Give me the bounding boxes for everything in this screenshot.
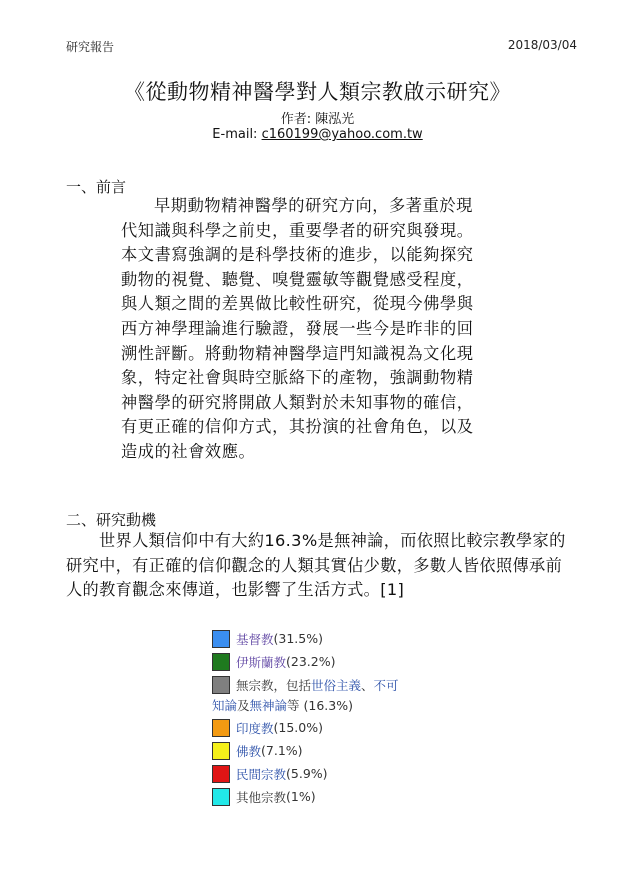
legend-link-agnosticism[interactable]: 不可 — [373, 677, 399, 693]
legend-percent: 等 (16.3%) — [287, 698, 353, 713]
legend-percent: (31.5%) — [273, 631, 323, 646]
legend-percent: (7.1%) — [261, 743, 303, 758]
author-line: 作者: 陳泓光 — [280, 112, 355, 127]
header-date: 2018/03/04 — [507, 38, 577, 52]
email-label: E-mail: — [212, 127, 262, 142]
legend-label: 無宗教，包括 — [236, 677, 312, 693]
legend-label-link[interactable]: 印度教 — [236, 720, 274, 736]
legend-percent: (1%) — [286, 789, 316, 804]
legend-item — [212, 627, 432, 650]
legend-link-atheism[interactable]: 無神論 — [249, 698, 288, 713]
legend-label-link[interactable]: 民間宗教 — [236, 766, 287, 782]
header-left: 研究報告 — [66, 40, 115, 54]
legend-item — [212, 716, 432, 739]
legend-swatch — [212, 719, 230, 737]
legend-item — [212, 673, 432, 696]
legend-swatch — [212, 630, 230, 648]
legend-item-continuation — [212, 696, 432, 716]
legend-separator: 、 — [361, 677, 374, 693]
legend-item — [212, 762, 432, 785]
legend-swatch — [212, 788, 230, 806]
legend-conjunction: 及 — [237, 698, 250, 713]
legend-label-link[interactable]: 伊斯蘭教 — [236, 654, 287, 670]
document-title: 《從動物精神醫學對人類宗教啟示研究》 — [124, 80, 511, 104]
legend-swatch — [212, 676, 230, 694]
legend-label: 其他宗教 — [236, 789, 287, 805]
email-link[interactable]: c160199@yahoo.com.tw — [261, 127, 423, 142]
legend-link-agnosticism-cont[interactable]: 知論 — [212, 698, 238, 713]
legend-label-link[interactable]: 基督教 — [236, 631, 274, 647]
section-heading-motivation: 二、研究動機 — [66, 511, 157, 529]
intro-paragraph: 早期動物精神醫學的研究方向，多著重於現代知識與科學之前史，重要學者的研究與發現。本文書寫強調的是科學技術的進步，以能夠探究動物的視覺、聽覺、嗅覺靈敏等觀覺感受程度，與人類之間的差異做比較性研究，從現今佛學與西方神學理論進行驗證，發展一些今是昨非的回溯性評斷。將動物精神醫學這門知識視為文化現象，特定社會與時空脈絡下的產物，強調動物精神醫學的研究將開啟人類對於未知事物的確信，有更正確的信仰方式，其扮演的社會角色，以及造成的社會效應。 — [121, 196, 474, 461]
religion-legend — [212, 627, 432, 808]
legend-item — [212, 739, 432, 762]
legend-label-link[interactable]: 佛教 — [236, 743, 262, 759]
legend-item — [212, 650, 432, 673]
legend-swatch — [212, 742, 230, 760]
email-line — [0, 127, 635, 142]
motivation-paragraph: 世界人類信仰中有大約16.3%是無神論，而依照比較宗教學家的研究中，有正確的信仰觀念的人類其實佔少數，多數人皆依照傳承前人的教育觀念來傳道，也影響了生活方式。[1] — [66, 531, 566, 600]
legend-percent: (23.2%) — [286, 654, 336, 669]
legend-link-secularism[interactable]: 世俗主義 — [311, 677, 362, 693]
legend-percent: (5.9%) — [286, 766, 328, 781]
legend-swatch — [212, 653, 230, 671]
legend-percent: (15.0%) — [273, 720, 323, 735]
legend-swatch — [212, 765, 230, 783]
section-heading-intro: 一、前言 — [66, 178, 127, 196]
legend-item — [212, 785, 432, 808]
